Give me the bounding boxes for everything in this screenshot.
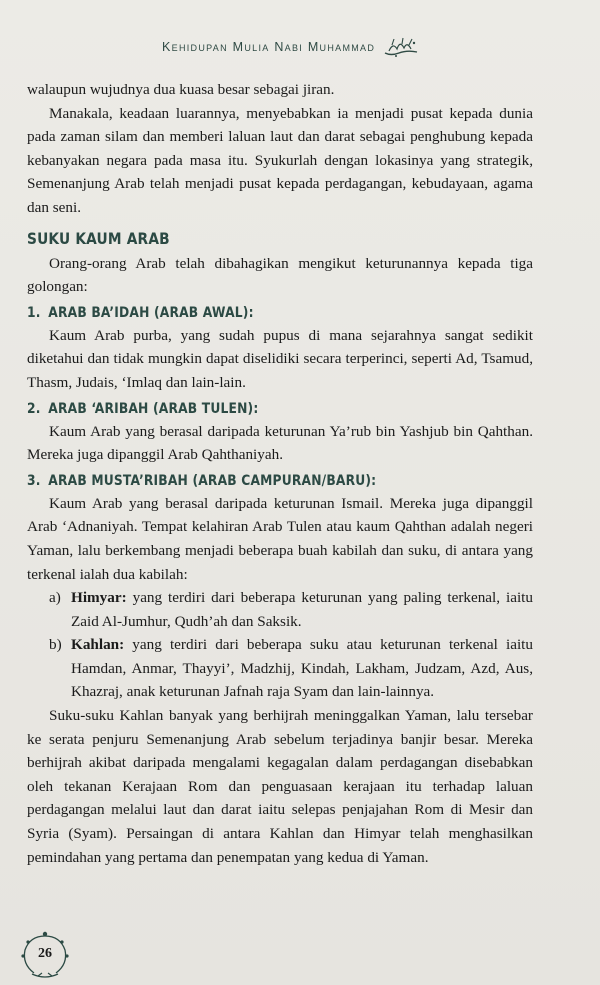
- page-number-badge: [14, 930, 76, 980]
- paragraph: Kaum Arab purba, yang sudah pupus di mana sejarahnya sangat sedikit diketahui dan tidak mungkin dapat diselidiki secara terperinci, seperti Ad, Tsamud, Thasm, Judais, ‘Imlaq dan lain-lain.: [27, 326, 533, 391]
- subheading-title: ARAB MUSTA’RIBAH (ARAB CAMPURAN/BARU):: [48, 472, 377, 489]
- subheading-title: ARAB BA’IDAH (ARAB AWAL):: [48, 304, 254, 321]
- paragraph: Kaum Arab yang berasal daripada keturunan Ya’rub bin Yashjub bin Qahthan. Mereka juga dipanggil Arab Qahthaniyah.: [27, 422, 533, 464]
- subheading-number: 3.: [27, 472, 41, 489]
- list-item-term: Himyar:: [71, 589, 127, 607]
- running-header: [162, 33, 584, 61]
- paragraph-continued: walaupun wujudnya dua kuasa besar sebagai jiran.: [27, 81, 335, 98]
- section-heading: SUKU KAUM ARAB: [27, 228, 170, 248]
- list-item-description: yang terdiri dari beberapa keturunan yang paling terkenal, iaitu Zaid Al-Jumhur, Qudh’ah dan Saksik.: [71, 589, 533, 630]
- paragraph: Suku-suku Kahlan banyak yang berhijrah meninggalkan Yaman, lalu tersebar ke serata penjuru Semenanjung Arab sebelum terjadinya banjir besar. Mereka berhijrah akibat daripada mengalami kegagalan dalam perdagangan disebabkan oleh tekanan Kerajaan Rom dan penguasaan kerajaan itu terhadap laluan perdagangan melalui laut dan darat iaitu selepas penjajahan Rom di Mesir dan Syria (Syam). Persaingan di antara Kahlan dan Himyar telah menghasilkan pemindahan yang pertama dan penempatan yang kedua di Yaman.: [27, 707, 533, 866]
- list-marker: b): [49, 636, 62, 654]
- list-item-text: [71, 586, 533, 633]
- list-item-description: yang terdiri dari beberapa suku atau keturunan terkenal iaitu Hamdan, Anmar, Thayyi’, Madzhij, Kindah, Lakham, Judzam, Azd, Aus, Khazraj, anak keturunan Jafnah raja Syam dan lain-lainnya.: [71, 636, 533, 701]
- list-item-kahlan: [49, 633, 533, 704]
- subheading-arab-aribah: [27, 398, 462, 420]
- paragraph: Orang-orang Arab telah dibahagikan mengikut keturunannya kepada tiga golongan:: [27, 254, 533, 296]
- subheading-title: ARAB ‘ARIBAH (ARAB TULEN):: [48, 400, 259, 417]
- list-marker: a): [49, 589, 61, 607]
- subheading-arab-baidah: [27, 302, 462, 324]
- page-number: 26: [38, 946, 52, 961]
- list-item-term: Kahlan:: [71, 636, 125, 654]
- book-title: Kehidupan Mulia Nabi Muhammad: [162, 40, 376, 54]
- paragraph: Kaum Arab yang berasal daripada keturunan Ismail. Mereka juga dipanggil Arab ‘Adnaniyah. Tempat kelahiran Arab Tulen atau kaum Qahthan adalah negeri Yaman, lalu berkembang menjadi beberapa buah kabilah dan suku, di antara yang terkenal ialah dua kabilah:: [27, 494, 533, 583]
- arabic-calligraphy-icon: [383, 36, 421, 58]
- subheading-number: 2.: [27, 400, 41, 417]
- list-item-himyar: [49, 586, 533, 633]
- paragraph: Manakala, keadaan luarannya, menyebabkan ia menjadi pusat kepada dunia pada zaman silam dan memberi laluan laut dan darat sebagai penghubung kepada kebanyakan negara pada masa itu. Syukurlah dengan lokasinya yang strategik, Semenanjung Arab telah menjadi pusat kepada perdagangan, kebudayaan, agama dan seni.: [27, 104, 533, 216]
- subheading-arab-mustaribah: [27, 470, 462, 492]
- page-body: [27, 78, 533, 869]
- subheading-number: 1.: [27, 304, 41, 321]
- list-item-text: [71, 633, 533, 704]
